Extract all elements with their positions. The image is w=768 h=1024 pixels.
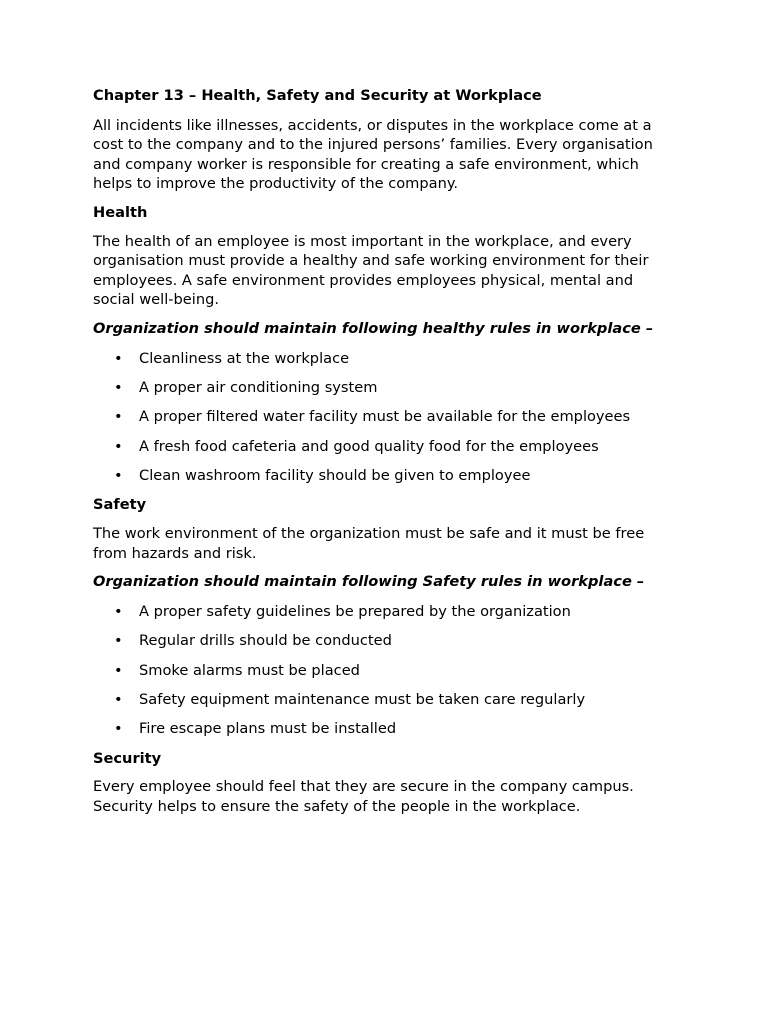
list-item (93, 631, 678, 651)
chapter-title: Chapter 13 – Health, Safety and Security at Workplace (93, 87, 542, 104)
security-paragraph: Every employee should feel that they are secure in the company campus. Security helps to ensure the safety of the people in the workplace. (93, 778, 634, 815)
bullet-icon: • (114, 349, 123, 367)
list-item-text: A fresh food cafeteria and good quality food for the employees (139, 437, 599, 455)
list-item (93, 602, 678, 622)
list-item (93, 719, 678, 739)
list-item-text: A proper air conditioning system (139, 378, 378, 396)
health-paragraph: The health of an employee is most important in the workplace, and every organisation must provide a healthy and safe working environment for their employees. A safe environment provides employees physical, mental and social well-being. (93, 232, 649, 309)
list-item-text: A proper filtered water facility must be available for the employees (139, 408, 631, 426)
bullet-icon: • (114, 661, 123, 679)
bullet-icon: • (114, 632, 123, 650)
list-item (93, 407, 678, 427)
bullet-icon: • (114, 437, 123, 455)
list-item (93, 378, 678, 398)
list-item (93, 690, 678, 710)
safety-rules-heading: Organization should maintain following Safety rules in workplace – (93, 573, 645, 591)
list-item-text: Clean washroom facility should be given to employee (139, 467, 531, 485)
bullet-icon: • (114, 720, 123, 738)
list-item (93, 466, 678, 486)
list-item-text: Smoke alarms must be placed (139, 661, 360, 679)
bullet-icon: • (114, 378, 123, 396)
bullet-icon: • (114, 602, 123, 620)
bullet-icon: • (114, 467, 123, 485)
list-item-text: Cleanliness at the workplace (139, 349, 350, 367)
bullet-icon: • (114, 408, 123, 426)
safety-heading: Safety (93, 496, 147, 514)
health-heading: Health (93, 203, 148, 221)
list-item-text: A proper safety guidelines be prepared by the organization (139, 602, 571, 620)
bullet-icon: • (114, 691, 123, 709)
safety-rules-list (93, 602, 678, 739)
list-item (93, 349, 678, 369)
health-rules-heading: Organization should maintain following healthy rules in workplace – (93, 319, 654, 337)
safety-paragraph: The work environment of the organization must be safe and it must be free from hazards and risk. (93, 525, 645, 562)
list-item-text: Safety equipment maintenance must be taken care regularly (139, 691, 586, 709)
list-item-text: Fire escape plans must be installed (139, 720, 397, 738)
list-item (93, 661, 678, 681)
document-page (93, 86, 678, 826)
security-heading: Security (93, 749, 162, 767)
health-rules-list (93, 349, 678, 486)
intro-paragraph: All incidents like illnesses, accidents, or disputes in the workplace come at a cost to the company and to the injured persons’ families. Every organisation and company worker is responsible for creating a safe environment, which helps to improve the productivity of the company. (93, 116, 653, 193)
list-item-text: Regular drills should be conducted (139, 632, 392, 650)
list-item (93, 437, 678, 457)
